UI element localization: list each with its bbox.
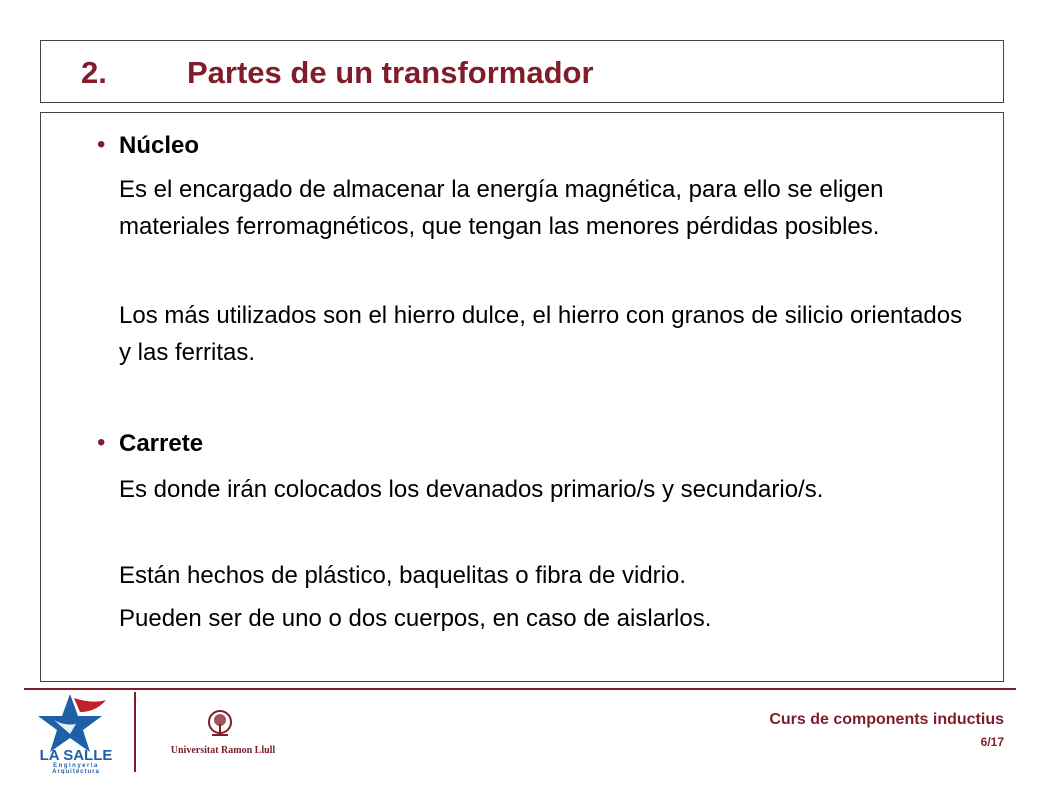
logo-divider bbox=[134, 692, 136, 772]
course-name: Curs de components inductius bbox=[769, 711, 1004, 728]
page-number: 6/17 bbox=[980, 735, 1004, 749]
url-logo-text: Universitat Ramon Llull bbox=[170, 745, 276, 756]
section-paragraph: Pueden ser de uno o dos cuerpos, en caso de aislarlos. bbox=[119, 605, 712, 632]
title-box bbox=[40, 40, 1004, 103]
section-heading-nucleo: Núcleo bbox=[119, 132, 200, 159]
bullet-icon: • bbox=[97, 131, 106, 158]
section-heading-carrete: Carrete bbox=[119, 430, 204, 457]
content-box bbox=[40, 112, 1004, 682]
svg-text:Enginyeria: Enginyeria bbox=[53, 763, 99, 769]
footer-rule bbox=[24, 688, 1016, 690]
svg-text:Arquitectura: Arquitectura bbox=[52, 769, 100, 774]
bullet-icon: • bbox=[97, 429, 106, 456]
section-paragraph: Están hechos de plástico, baquelitas o fibra de vidrio. bbox=[119, 562, 687, 589]
section-number: 2. bbox=[81, 55, 107, 90]
universitat-ramon-llull-logo bbox=[148, 706, 298, 766]
section-paragraph: Es el encargado de almacenar la energía magnética, para ello se eligen materiales ferromagnéticos, que tengan las menores pérdidas posibles. bbox=[119, 176, 884, 240]
section-paragraph: Es donde irán colocados los devanados primario/s y secundario/s. bbox=[119, 476, 824, 503]
la-salle-logo-text: LA SALLE bbox=[39, 747, 113, 764]
page-title: Partes de un transformador bbox=[187, 55, 594, 90]
la-salle-logo bbox=[30, 690, 122, 774]
section-paragraph: Los más utilizados son el hierro dulce, el hierro con granos de silicio orientados y las ferritas. bbox=[119, 302, 963, 366]
